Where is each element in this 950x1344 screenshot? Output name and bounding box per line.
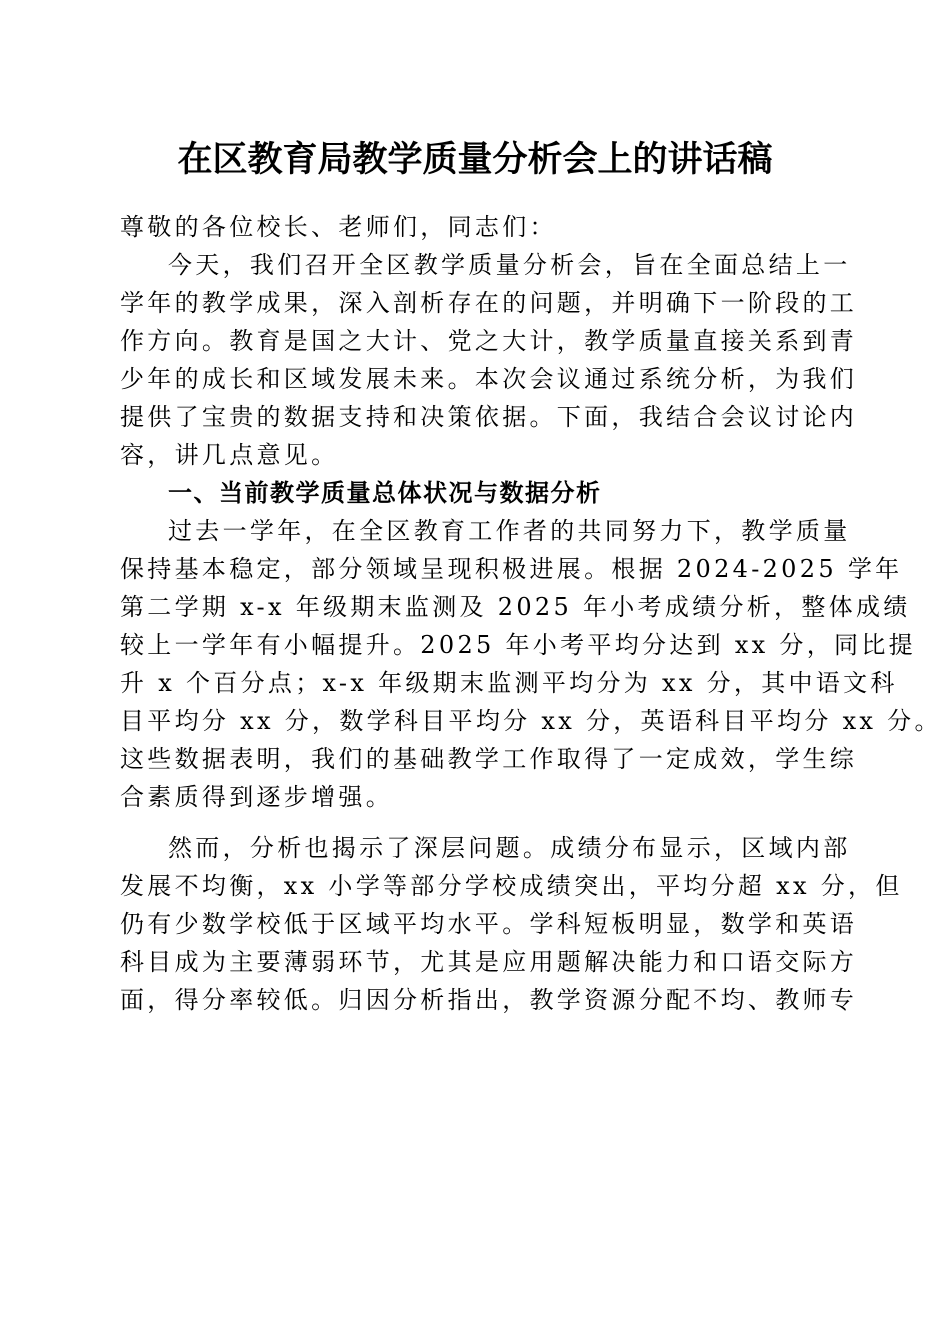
paragraph-line: 升 x 个百分点；x-x 年级期末监测平均分为 xx 分，其中语文科 bbox=[120, 669, 898, 697]
paragraph-line: 科目成为主要薄弱环节，尤其是应用题解决能力和口语交际方 bbox=[120, 948, 858, 976]
document-body bbox=[120, 208, 942, 1019]
salutation: 尊敬的各位校长、老师们，同志们： bbox=[120, 213, 557, 241]
paragraph-overview bbox=[120, 512, 942, 816]
paragraph-line: 作方向。教育是国之大计、党之大计，教学质量直接关系到青 bbox=[120, 327, 858, 355]
paragraph-line: 然而，分析也揭示了深层问题。成绩分布显示，区域内部 bbox=[168, 834, 851, 862]
paragraph-line: 发展不均衡，xx 小学等部分学校成绩突出，平均分超 xx 分，但 bbox=[120, 872, 903, 900]
paragraph-line: 面，得分率较低。归因分析指出，教学资源分配不均、教师专 bbox=[120, 986, 858, 1014]
paragraph-line: 学年的教学成果，深入剖析存在的问题，并明确下一阶段的工 bbox=[120, 289, 858, 317]
paragraph-line: 提供了宝贵的数据支持和决策依据。下面，我结合会议讨论内 bbox=[120, 403, 858, 431]
paragraph-line: 这些数据表明，我们的基础教学工作取得了一定成效，学生综 bbox=[120, 745, 858, 773]
document-title: 在区教育局教学质量分析会上的讲话稿 bbox=[177, 139, 773, 180]
paragraph-gap bbox=[120, 816, 826, 829]
paragraph-line: 保持基本稳定，部分领域呈现积极进展。根据 2024-2025 学年 bbox=[120, 555, 903, 583]
paragraph-line: 合素质得到逐步增强。 bbox=[120, 783, 393, 811]
paragraph-problems bbox=[120, 829, 903, 1019]
section-heading: 一、当前教学质量总体状况与数据分析 bbox=[168, 479, 602, 507]
paragraph-line: 第二学期 x-x 年级期末监测及 2025 年小考成绩分析，整体成绩 bbox=[120, 593, 911, 621]
paragraph-line: 过去一学年，在全区教育工作者的共同努力下，教学质量 bbox=[168, 517, 851, 545]
paragraph-line: 目平均分 xx 分，数学科目平均分 xx 分，英语科目平均分 xx 分。 bbox=[120, 707, 942, 735]
paragraph-line: 少年的成长和区域发展未来。本次会议通过系统分析，为我们 bbox=[120, 365, 858, 393]
paragraph-line: 仍有少数学校低于区域平均水平。学科短板明显，数学和英语 bbox=[120, 910, 858, 938]
paragraph-line: 较上一学年有小幅提升。2025 年小考平均分达到 xx 分，同比提 bbox=[120, 631, 916, 659]
paragraph-line: 容，讲几点意见。 bbox=[120, 441, 339, 469]
paragraph-intro bbox=[120, 246, 858, 474]
paragraph-line: 今天，我们召开全区教学质量分析会，旨在全面总结上一 bbox=[168, 251, 851, 279]
